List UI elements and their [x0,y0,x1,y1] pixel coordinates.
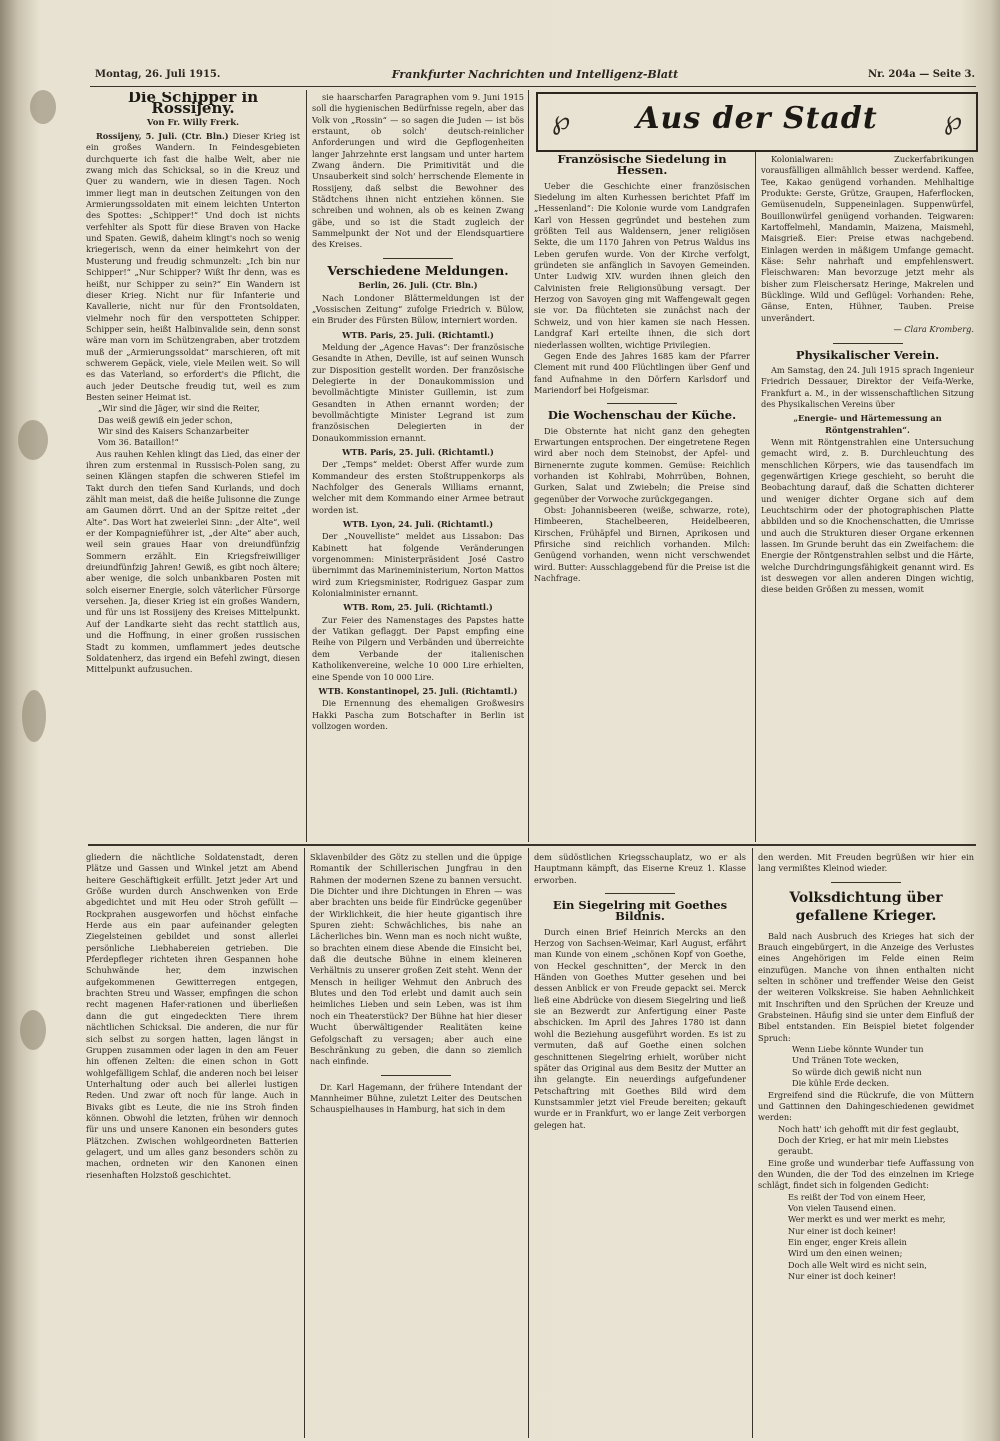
poem-line: Nur einer ist doch keiner! [788,1225,897,1236]
article-text: Die Ernennung des ehemaligen Großwesirs Hakki Pascha zum Botschafter in Berlin ist vollzogen worden. [312,698,524,731]
poem [86,403,300,448]
section-title: Aus der Stadt [636,101,878,136]
poem-line: Wer merkt es und wer merkt es mehr, [788,1214,946,1225]
article-text: Kolonialwaren: Zuckerfabrikungen vorausfälligen allmählich besser werdend. Kaffee, Tee, Kakao genügend vorhanden. Mehlhaltige Produkte: Gerste, Grütze, Graupen, Haferflocken, Gemüsenudeln, Suppeneinlagen. Suppenwürfel, Bouillonwürfel genügend vorhanden. Teigwaren: Kartoffelmehl, Mandamin, Maizena, Maismehl, Maisgrieß. Eier: Preise etwas nachgebend. Einlagen werden in mäßigem Umfange gemacht. Käse: Sehr nahrhaft und empfehlenswert. Fleischwaren: Man bevorzuge jetzt mehr als bisher zum Fleischersatz Heringe, Makrelen und Bücklinge. Wild und Geflügel: Vorhanden: Rehe, Gänse, Enten, Hühner, Tauben. Preise unverändert. [761,154,974,323]
lower-column-4 [758,852,974,1437]
column-2 [312,92,524,842]
article-title: Die Wochenschau der Küche. [547,408,737,423]
article-text: Ergreifend sind die Rückrufe, die von Müttern und Gattinnen den Dahingeschiedenen gewidmet werden: [758,1089,974,1123]
article-text: Der „Nouvelliste“ meldet aus Lissabon: Das Kabinett hat folgende Veränderungen vorgenommen: Ministerpräsident José Castro übernimmt das Marineministerium, Norton Mattos wird zum Kriegsminister, Rodriguez Gaspar zum Kolonialminister ernannt. [312,531,524,599]
paper-stain [18,420,48,460]
column-3 [534,154,750,842]
column-1 [86,92,300,842]
poem-line: Von vielen Tausend einen. [788,1202,896,1213]
poem-line: Doch alle Welt wird es nicht sein, [788,1259,927,1270]
section-banner [536,92,978,152]
column-rule [755,152,756,842]
article-text: Sklavenbilder des Götz zu stellen und die üppige Romantik der Schillerischen Jungfrau in den Rahmen der modernen Szene zu bannen versucht. Die Dichter und ihre Dichtungen in Ehren — was aber brachten uns beide für Eindrücke gegenüber der Wirklichkeit, die hier heute gigantisch ihre Spuren zieht: Schwächliches, bis nahe an Lächerliches bin. Wenn man es noch nicht wußte, so brachten einem diese Abende die Einsicht bei, daß die deutsche Bühne in einem kleineren Verhältnis zu unserer großen Zeit steht. Wenn der Mensch in heiliger Wehmut den Anbruch des Blutes und den Tod erlebt und damit auch sein heimliches Lieben und sein Leben, was ist ihm noch ein Theaterstück? Der Bühne hat hier dieser Wucht überwältigender Realitäten keine Gefolgschaft zu versagen; aber auch eine Beschränkung zu geben, die dann so ziemlich nach einfinde. [310,852,522,1067]
article-text: Gegen Ende des Jahres 1685 kam der Pfarrer Clement mit rund 400 Flüchtlingen über Genf und fand Aufnahme in den Dörfern Karlsdorf und Mariendorf bei Hofgeismar. [534,350,750,395]
article-text: Dieser Krieg ist ein großes Wandern. In Feindesgebieten durchquerte ich fast die halbe Welt, aber nie zwang mich das Schicksal, so in die Kreuz und Quer zu wandern, wie in diesen Tagen. Noch immer liegt man in deutschen Zeitungen von den Armierungssoldaten mit einem leichten Unterton des Spottes: „Schipper!“ Und doch ist nichts verfehlter als Spott für diese Braven von Hacke und Spaten. Gewiß, daheim klingt's noch so wenig kriegerisch, wenn da einer heimkehrt von der Musterung und freudig schmunzelt: „Ich bin nur Schipper!“ „Nur Schipper? Wißt Ihr denn, was es heißt, nur Schipper zu sein?“ Ein Wandern ist dieser Krieg. Nicht nur für Infanterie und Kavallerie, nicht nur für den Frontsoldaten, vielmehr noch für den verspotteten Schipper. Schipper sein, heißt Halbinvalide sein, denn sonst wäre man vorn im Schützengraben, aber trotzdem muß der „Armierungssoldat“ marschieren, oft mit schwerem Gepäck, viele, viele Meilen weit. So will es das Vaterland, so erfordert's die Pflicht, die auch jeder Deutsche freudig tut, weil es zum Besten seiner Heimat ist. [86,131,300,402]
poem-line: Und Tränen Tote wecken, [792,1055,899,1066]
column-rule [752,848,753,1438]
divider [831,882,901,883]
article-text: Durch einen Brief Heinrich Mercks an den Herzog von Sachsen-Weimar, Karl August, erfährt man Kunde von einem „schönen Kopf von Goethe, von Heckel geschnitten“, der Merck in den Händen von Goethes Mutter gesehen und bei dessen Anblick er von Freude gepackt sei. Merck ließ eine Abdrücke von diesem Siegelring und ließ sie an Bezwerdt zur Anfertigung einer Paste abschicken. Im April des Jahres 1780 ist dann wohl die Beziehung ausgeführt worden. Es ist zu vermuten, daß auf Goethe einen solchen geschnittenen Siegelring erhielt, worüber nicht später das Original aus dem Besitz der Mutter an ihn gelangte. Ein neuerdings aufgefundener Petschaftring mit Goethes Bild wird dem Kunstsammler jetzt viel Freude bereiten; gekauft wurde er in Frankfurt, wo er lange Zeit verborgen gelegen hat. [534,926,746,1130]
divider [381,1075,451,1076]
column-rule [304,848,305,1438]
article-text: Am Samstag, den 24. Juli 1915 sprach Ingenieur Friedrich Dessauer, Direktor der Veifa-Werke, Frankfurt a. M., in der wissenschaftlichen Sitzung des Physikalischen Vereins über [761,364,974,409]
lower-column-1 [86,852,298,1437]
poem-line: Noch hatt' ich gehofft mit dir fest geglaubt, [778,1123,960,1134]
article-byline: Von Fr. Willy Frerk. [146,117,240,128]
header-rule [90,86,976,87]
article-dateline: WTB. Konstantinopel, 25. Juli. (Richtamtl.) [318,685,518,696]
page-header [95,66,975,86]
article-text: dem südöstlichen Kriegsschauplatz, wo er als Hauptmann kämpft, das Eiserne Kreuz 1. Klasse erworben. [534,852,746,885]
article-title: Verschiedene Meldungen. [327,262,509,278]
divider [833,343,903,344]
article-text: Der „Temps“ meldet: Oberst Affer wurde zum Kommandeur des ersten Stoßtruppenkorps als Nachfolger des Generals Williams ernannt, welcher mit dem Kommando einer Armee betraut worden ist. [312,459,524,515]
poem-line: Nur einer ist doch keiner! [788,1271,897,1281]
article-dateline: WTB. Lyon, 24. Juli. (Richtamtl.) [342,519,494,530]
article-dateline: WTB. Paris, 25. Juli. (Richtamtl.) [342,329,494,340]
article-title: Physikalischer Verein. [795,347,940,362]
article-dateline: Rossijeny, 5. Juli. (Ctr. Bln.) [96,131,229,142]
poem-line: Die kühle Erde decken. [792,1078,890,1089]
column-rule [528,90,529,842]
poem-line: Wir sind des Kaisers Schanzarbeiter [98,425,250,436]
lower-column-3 [534,852,746,1437]
poem [758,1192,974,1283]
divider [383,258,453,259]
article-text: Meldung der „Agence Havas“: Der französische Gesandte in Athen, Deville, ist auf seinen Wunsch zur Disposition gestellt worden. Der französische Delegierte in der Donaukommission und bevollmächtigte Minister Guillemin, ist zum Gesandten in Athen ernannt worden; der bevollmächtigte Minister Legrand ist zum französischen Delegierten in der Donaukommission ernannt. [312,341,524,443]
article-text: Bald nach Ausbruch des Krieges hat sich der Brauch eingebürgert, in die Anzeige des Verlustes eines Angehörigen im Felde einen Reim einzufügen. Manche von ihnen enthalten nicht selten in schöner und treffender Weise den Geist der weiteren Volkskreise. Sie haben Aehnlichkeit mit Inschriften und den Sprüchen der Kreuze und Grabsteinen. Häufig sind sie unter dem Einfluß der Bibel entstanden. Ein Beispiel bietet folgender Spruch: [758,930,974,1043]
article-subtitle: „Energie- und Härtemessung an Röntgenstrahlen“. [793,413,942,435]
article-text: Wenn mit Röntgenstrahlen eine Untersuchung gemacht wird, z. B. Durchleuchtung des menschlichen Körpers, wie das tausendfach im gegenwärtigen Kriege geschieht, so beruht die Beobachtung darauf, daß die Schatten dichterer und weniger dichter Organe sich auf dem Leuchtschirm oder der photographischen Platte abbilden und so die Knochenschatten, die Umrisse und auch die Strukturen dieser Organe erkennen lassen. Im Grunde beruht das ein Zweifachem: die Energie der Röntgenstrahlen selbst und die Härte, welche Durchdringungsfähigkeit genannt wird. Es ist deswegen vor allen anderen Dingen wichtig, diese beiden Größen zu messen, womit [761,436,974,595]
article-text: Eine große und wunderbar tiefe Auffassung von den Wunden, die der Tod des einzelnen im Kriege schlägt, findet sich in folgenden Gedicht: [758,1157,974,1191]
column-rule [528,848,529,1438]
article-text: Zur Feier des Namenstages des Papstes hatte der Vatikan geflaggt. Der Papst empfing eine Reihe von Pilgern und Verbänden und überreichte dem Verbande der italienischen Katholikenvereine, welche 10 000 Lire erhielten, eine Spende von 10 000 Lire. [312,614,524,682]
column-4 [761,154,974,842]
article-signature: — Clara Kromberg. [893,324,974,335]
poem-line: Doch der Krieg, er hat mir mein Liebstes geraubt. [778,1134,949,1157]
article-text: den werden. Mit Freuden begrüßen wir hier ein lang vermißtes Kleinod wieder. [758,852,974,874]
article-title: Französische Siedelung in Hessen. [557,154,727,178]
article-title: Volksdichtung über gefallene Krieger. [789,889,943,924]
page-number: Nr. 204a — Seite 3. [867,69,975,80]
poem-line: So würde dich gewiß nicht nun [792,1066,922,1077]
article-text: gliedern die nächtliche Soldatenstadt, deren Plätze und Gassen und Winkel jetzt am Abend heitere Geschäftigkeit erfüllt. Jetzt jeder Art und Größe wurden durch Anschwenken von Erde abgedichtet und mit Heu oder Stroh gefüllt — Rockprahen ausgeworfen und höchst einfache Herde aus ein paar aufeinander gelegten Ziegelsteinen gebildet und sonst allerlei persönliche Liebhabereien getrieben. Die Pferdepfleger richteten ihren Gespannen hohe Schuhwände her, dem inzwischen aufgekommenen Gewitterregen entgegen, brachten Streu und Wasser, empfingen die schon recht magenen Hafer-rationen und überließen dann die gut eingedeckten Tiere ihrem nächtlichen Schicksal. Die anderen, die nur für sich selbst zu sorgen hatten, lagen längst in Gruppen zusammen oder lagen in den am Feuer hin offenen Zelten: die einen schon in Gott wohlgefälligem Schlaf, die anderen noch bei leiser Unterhaltung oder auch bei allerlei lustigen Reden. Und zwar oft noch für lange. Auch in Bivaks gibt es Leute, die nie ins Stroh finden können. Obwohl die letzten, frühen wir dennoch für uns und unsere Kanonen ein besonders gutes Plätzchen. Zwischen wohlgeordneten Batterien gelagert, und um alles ganz besonders schön zu machen, ordneten wir den Kanonen einen riesenhaften Holzstoß geschichtet. [86,852,298,1180]
poem [758,1124,974,1158]
article-text: Ueber die Geschichte einer französischen Siedelung im alten Kurhessen berichtet Pfaff im „Hessenland“: Die Kolonie wurde vom Landgrafen Karl von Hessen gegründet und bestehen zum größten Teil aus Waldensern, jener religiösen Sekte, die um 1170 Jahren von Petrus Waldus ins Leben gerufen wurde. Von der Kirche verfolgt, gründeten sie anfänglich in Savoyen Gemeinden. Unter Ludwig XIV. wurden ihnen gleich den Calvinisten freie Religionsübung versagt. Der Herzog von Savoyen ging mit Waffengewalt gegen sie vor. Da flüchteten sie zunächst nach der Schweiz, und von hier kamen sie nach Hessen. Landgraf Karl erteilte ihnen, die sich dort niederlassen wollten, wichtige Privilegien. [534,180,750,350]
poem-line: Wird um den einen weinen; [788,1248,903,1259]
poem-line: „Wir sind die Jäger, wir sind die Reiter, [98,403,260,414]
article-text: Die Obsternte hat nicht ganz den gehegten Erwartungen entsprochen. Der eingetretene Regen wird aber noch dem Steinobst, der Apfel- und Birnenernte zugute kommen. Gemüse: Reichlich vorhanden ist Kohlrabi, Mohrrüben, Bohnen, Gurken, Salat und Zwiebeln; die Preise sind gegenüber der Vorwoche zurückgegangen. [534,425,750,504]
paper-stain [30,90,56,124]
article-dateline: WTB. Paris, 25. Juli. (Richtamtl.) [342,446,494,457]
article-dateline: WTB. Rom, 25. Juli. (Richtamtl.) [343,602,493,613]
divider [607,403,677,404]
article-text: Dr. Karl Hagemann, der frühere Intendant der Mannheimer Bühne, zuletzt Leiter des Deutschen Schauspielhauses in Hamburg, hat sich in dem [310,1081,522,1115]
paper-stain [20,1010,46,1050]
ornament-icon: ℘ [943,106,962,136]
issue-date: Montag, 26. Juli 1915. [95,69,221,80]
poem-line: Vom 36. Bataillon!“ [98,437,179,448]
newspaper-name: Frankfurter Nachrichten und Intelligenz-Blatt [391,68,679,81]
paper-stain [22,690,46,742]
poem-line: Das weiß gewiß ein jeder schon, [98,414,233,425]
article-text: sie haarscharfen Paragraphen vom 9. Juni 1915 soll die hygienischen Bedürfnisse regeln, aber das Volk von „Rossin“ — so sagen die Juden — ist bös erstaunt, ob solch' deutsch-reinlicher Anforderungen und wird die Gepflogenheiten langer Jahrzehnte erst langsam und unter hartem Zwang ändern. Die Primitivität und die Unsauberkeit sind solch' herrschende Elemente in Rossijeny, daß selbst die Bewohner des Städtchens ihnen nicht entziehen können. Sie schreiben und wohnen, als ob es keinen Zwang gäbe, und so ist die Stadt zugleich der Sammelpunkt der Not und der Elendsquartiere des Kreises. [312,92,524,250]
article-text: Obst: Johannisbeeren (weiße, schwarze, rote), Himbeeren, Stachelbeeren, Heidelbeeren, Kirschen, Frühäpfel und Birnen, Aprikosen und Pfirsiche sind reichlich vorhanden. Milch: Genügend vorhanden, wenn nicht verschwendet wird. Butter: Ausschlaggebend für die Preise ist die Nachfrage. [534,504,750,584]
poem-line: Ein enger, enger Kreis allein [788,1236,907,1247]
divider [605,893,675,894]
poem [758,1044,974,1089]
ornament-icon: ℘ [552,106,571,136]
article-text: Nach Londoner Blättermeldungen ist der „Vossischen Zeitung“ zufolge Friedrich v. Bülow, ein Bruder des Fürsten Bülow, interniert worden. [312,292,524,326]
section-rule [88,844,976,846]
article-title: Ein Siegelring mit Goethes Bildnis. [552,898,728,924]
poem-line: Es reißt der Tod von einem Heer, [788,1191,926,1202]
lower-column-2 [310,852,522,1437]
article-text: Aus rauhen Kehlen klingt das Lied, das einer der ihren zum erstenmal in Russisch-Polen sang, zu seinen Klängen stapfen die schweren Stiefel im Takt durch den tiefen Sand Kurlands, und doch zählt man meist, daß die heiße Julisonne die Zunge am Gaumen dörrt. Und an der Spitze reitet „der Alte“. Das Wort hat zweierlei Sinn: „der Alte“, weil er der Kompagnieführer ist, „der Alte“ aber auch, weil sein graues Haar von dreiundfünfzig Sommern erzählt. Ein Kriegsfreiwilliger dreiundfünfzig Jahren! Gewiß, es gibt noch ältere; aber wenige, die solch unbankbaren Posten mit solch eiserner Energie, solch väterlicher Fürsorge versehen. Ja, dieser Krieg ist ein großes Wandern, und für uns ist Rossijeny des Kreises Mittelpunkt. Auf der Landkarte sieht das recht stattlich aus, und die Hoffnung, in einer großen russischen Stadt zu kommen, umflammert jedes deutsche Soldatenherz, das irgend ein Befehl zwingt, diesen Mittelpunkt aufzusuchen. [86,448,300,675]
column-rule [306,90,307,842]
article-dateline: Berlin, 26. Juli. (Ctr. Bln.) [358,280,478,291]
poem-line: Wenn Liebe könnte Wunder tun [792,1044,924,1055]
article-title: Die Schipper in Rossijeny. [127,92,259,118]
